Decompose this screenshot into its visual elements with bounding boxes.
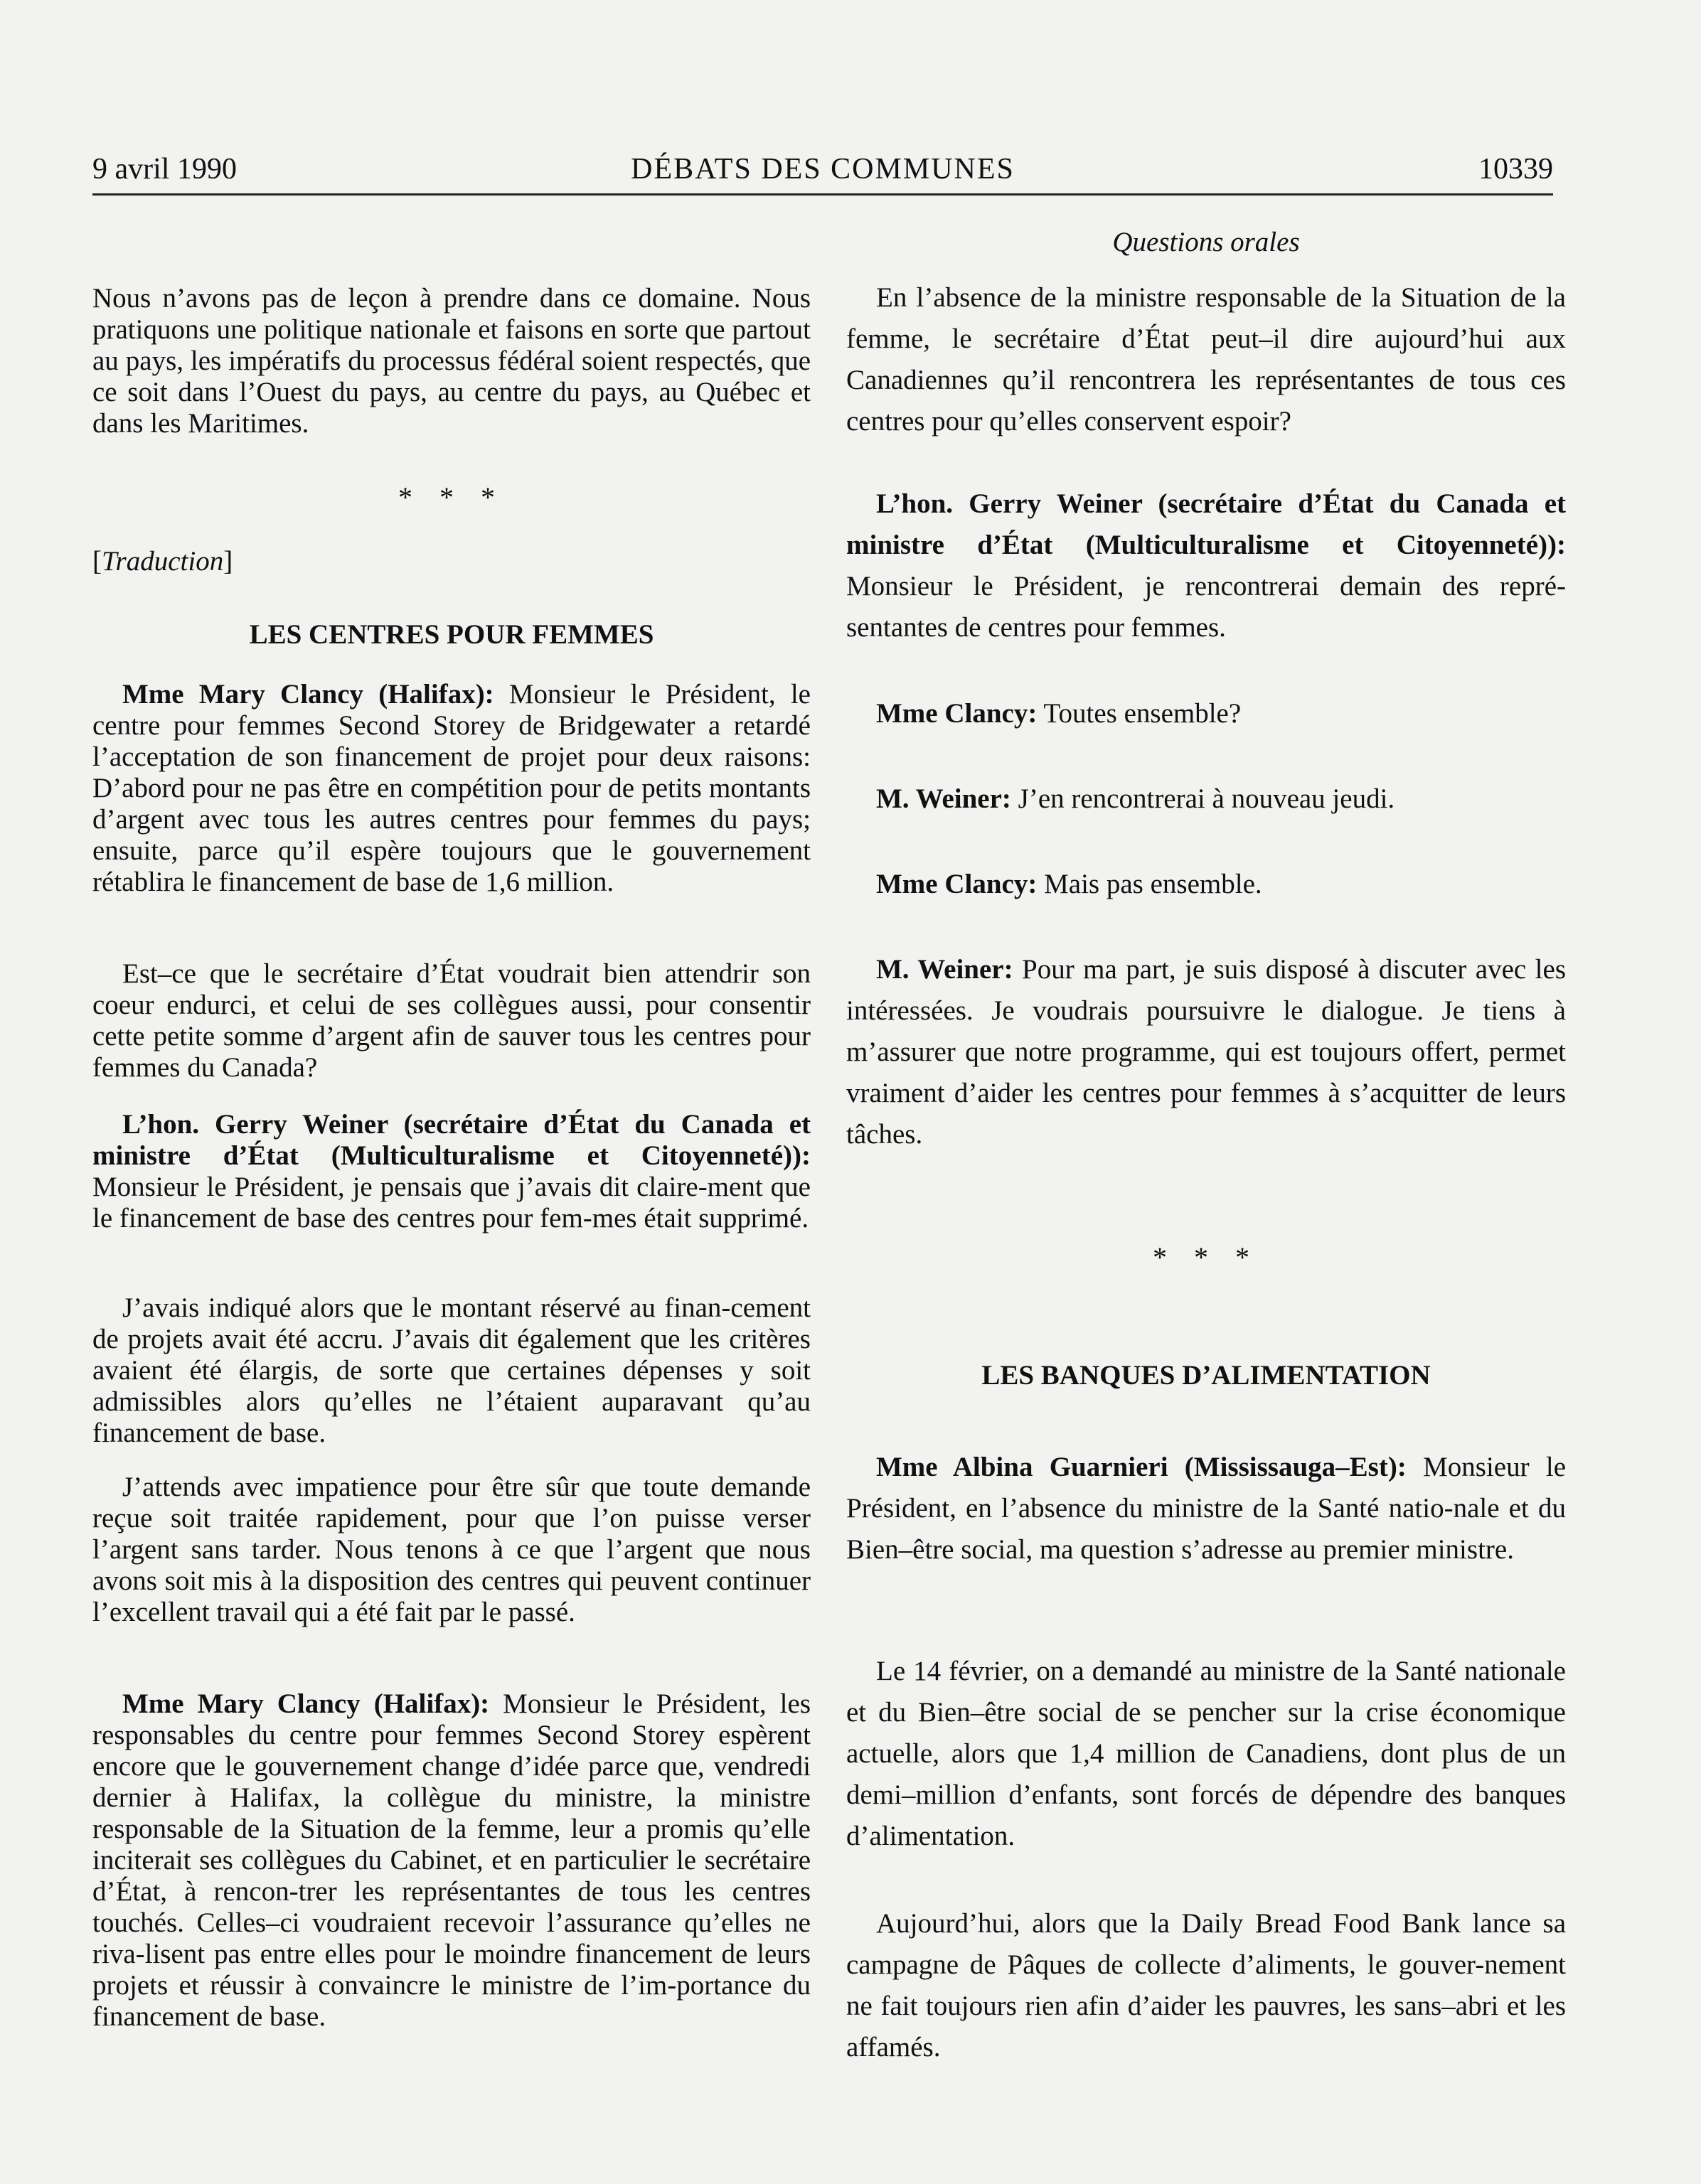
section-separator: * * * — [1153, 1241, 1259, 1273]
speech-text: Pour ma part, je suis disposé à discuter avec les intéressées. Je voudrais poursuivre le dialogue. Je tiens à m’assurer que notre programme, qui est toujours offert, permet vraiment d’aider les centres pour femmes à s’acquitter de leurs tâches. — [846, 954, 1566, 1150]
speech-paragraph — [846, 864, 1566, 905]
speech-text: Monsieur le Président, je pensais que j’avais dit claire-ment que le financement de base des centres pour fem-mes était supprimé. — [92, 1172, 811, 1233]
header-date: 9 avril 1990 — [92, 153, 237, 186]
paragraph: J’avais indiqué alors que le montant réservé au finan-cement de projets avait été accru. J’avais dit également que les critères avaient été élargis, de sorte que certaines dépenses y soit admissibles alors qu’elles ne l’étaient auparavant qu’au financement de base. — [92, 1292, 811, 1448]
speech-paragraph — [92, 679, 811, 898]
speaker-name: M. Weiner: — [876, 954, 1013, 985]
speech-paragraph — [92, 1688, 811, 2033]
section-heading: LES CENTRES POUR FEMMES — [249, 619, 654, 650]
speaker-name: M. Weiner: — [876, 783, 1011, 814]
speech-text: Mais pas ensemble. — [1037, 869, 1262, 899]
speech-paragraph — [846, 949, 1566, 1155]
translation-note — [92, 546, 811, 577]
speech-text: Monsieur le Président, je rencontrerai demain des repré-sentantes de centres pour femmes. — [846, 571, 1566, 643]
bracket-close: ] — [223, 546, 233, 577]
speaker-name: Mme Mary Clancy (Halifax): — [122, 1688, 490, 1719]
paragraph: Est–ce que le secrétaire d’État voudrait bien attendrir son coeur endurci, et celui de ses collègues aussi, pour consentir cette petite somme d’argent afin de sauver tous les centres pour femmes du Canada? — [92, 958, 811, 1083]
speaker-name: L’hon. Gerry Weiner (secrétaire d’État du Canada et ministre d’État (Multiculturalisme et Citoyenneté)): — [92, 1109, 811, 1171]
paragraph: Le 14 février, on a demandé au ministre de la Santé nationale et du Bien–être social de se pencher sur la crise économique actuelle, alors que 1,4 million de Canadiens, dont plus de un demi–million d’enfants, sont forcés de dépendre des banques d’alimentation. — [846, 1656, 1566, 1851]
bracket-open: [ — [92, 546, 102, 577]
speech-text: Toutes ensemble? — [1037, 698, 1242, 729]
paragraph: Aujourd’hui, alors que la Daily Bread Food Bank lance sa campagne de Pâques de collecte d’aliments, le gouver-nement ne fait toujours rien afin d’aider les pauvres, les sans–abri et les affamés. — [846, 1908, 1566, 2062]
speech-paragraph — [846, 693, 1566, 734]
speech-text: Monsieur le Président, le centre pour femmes Second Storey de Bridgewater a retardé l’acceptation de son financement de projet pour deux raisons: D’abord pour ne pas être en compétition pour de petits montants d’argent avec tous les autres centres pour femmes du pays; ensuite, parce qu’il espère toujours que le gouvernement rétablira le financement de base de 1,6 million. — [92, 679, 811, 897]
speaker-name: L’hon. Gerry Weiner (secrétaire d’État du Canada et ministre d’État (Multiculturalisme et Citoyenneté)): — [846, 488, 1566, 560]
paragraph: Nous n’avons pas de leçon à prendre dans ce domaine. Nous pratiquons une politique nationale et faisons en sorte que partout au pays, les impératifs du processus fédéral soient respectés, que ce soit dans l’Ouest du pays, au centre du pays, au Québec et dans les Maritimes. — [92, 283, 811, 439]
header-page-number: 10339 — [1478, 153, 1553, 186]
speech-paragraph — [846, 1447, 1566, 1570]
speaker-name: Mme Albina Guarnieri (Mississauga–Est): — [876, 1452, 1407, 1482]
speaker-name: Mme Clancy: — [876, 698, 1038, 729]
paragraph: En l’absence de la ministre responsable de la Situation de la femme, le secrétaire d’État peut–il dire aujourd’hui aux Canadiennes qu’il rencontrera les représentantes de tous ces centres pour qu’elles conservent espoir? — [846, 282, 1566, 437]
speaker-name: Mme Clancy: — [876, 869, 1038, 899]
speech-text: Monsieur le Président, les responsables du centre pour femmes Second Storey espèrent encore que le gouvernement change d’idée parce que, vendredi dernier à Halifax, la collègue du ministre, la ministre responsable de la Situation de la femme, leur a promis qu’elle inciterait ses collègues du Cabinet, et en particulier le secrétaire d’État, à rencon-trer les représentantes de tous les centres touchés. Celles–ci voudraient recevoir l’assurance qu’elles ne riva-lisent pas entre elles pour le moindre financement de leurs projets et réussir à convaincre le ministre de l’im-portance du financement de base. — [92, 1688, 811, 2032]
speech-paragraph — [846, 778, 1566, 820]
header-title: DÉBATS DES COMMUNES — [631, 153, 1015, 186]
section-heading: LES BANQUES D’ALIMENTATION — [981, 1360, 1431, 1391]
speaker-name: Mme Mary Clancy (Halifax): — [122, 679, 494, 710]
speech-paragraph — [92, 1109, 811, 1234]
translation-label: Traduction — [102, 546, 224, 577]
section-title: Questions orales — [1112, 227, 1300, 257]
speech-text: Monsieur le Président, en l’absence du ministre de la Santé natio-nale et du Bien–être social, ma question s’adresse au premier ministre. — [846, 1452, 1566, 1565]
speech-paragraph — [846, 483, 1566, 648]
page-header — [92, 152, 1553, 196]
speech-text: J’en rencontrerai à nouveau jeudi. — [1011, 783, 1395, 814]
section-separator: * * * — [398, 481, 505, 513]
paragraph: J’attends avec impatience pour être sûr que toute demande reçue soit traitée rapidement, pour que l’on puisse verser l’argent sans tarder. Nous tenons à ce que l’argent que nous avons soit mis à la disposition des centres qui peuvent continuer l’excellent travail qui a été fait par le passé. — [92, 1472, 811, 1627]
